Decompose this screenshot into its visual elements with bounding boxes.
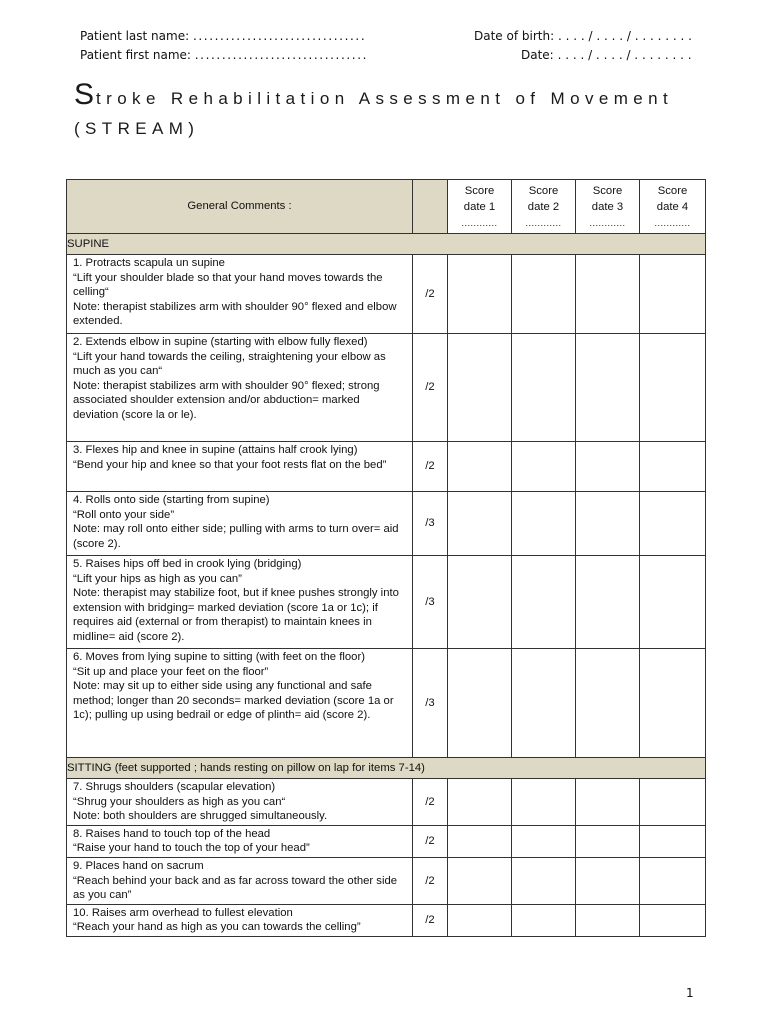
item-max-score: /2 xyxy=(413,904,448,936)
score-cell-date-1[interactable] xyxy=(448,904,512,936)
date-dots[interactable]: ............ xyxy=(461,217,498,228)
score-cell-date-3[interactable] xyxy=(576,442,640,492)
date-dots[interactable]: ............ xyxy=(525,217,562,228)
score-cell-date-4[interactable] xyxy=(640,334,706,442)
item-description: 9. Places hand on sacrum “Reach behind your back and as far across toward the other side as you can” xyxy=(67,857,413,904)
item-description: 5. Raises hips off bed in crook lying (bridging) “Lift your hips as high as you can” Note: therapist may stabilize foot, but if knee pushes strongly into extension with bridging= marked deviation (score 1a or 1c); if requires aid (external or from therapist) to maintain knees in midline= aid (score 2). xyxy=(67,556,413,649)
item-row xyxy=(67,857,706,904)
score-cell-date-1[interactable] xyxy=(448,779,512,826)
item-max-score: /2 xyxy=(413,779,448,826)
item-description: 2. Extends elbow in supine (starting with elbow fully flexed) “Lift your hand towards the ceiling, straightening your elbow as much as you can“ Note: therapist stabilizes arm with shoulder 90° flexed; strong associated shoulder extension and/or abduction= marked deviation (score la or le). xyxy=(67,334,413,442)
score-cell-date-3[interactable] xyxy=(576,825,640,857)
score-cell-date-2[interactable] xyxy=(512,649,576,758)
item-max-score: /2 xyxy=(413,255,448,334)
item-description: 10. Raises arm overhead to fullest elevation “Reach your hand as high as you can towards the celling” xyxy=(67,904,413,936)
score-cell-date-2[interactable] xyxy=(512,442,576,492)
item-max-score: /3 xyxy=(413,649,448,758)
score-cell-date-4[interactable] xyxy=(640,649,706,758)
score-cell-date-2[interactable] xyxy=(512,904,576,936)
score-date-3-header xyxy=(576,180,640,234)
item-max-score: /2 xyxy=(413,442,448,492)
date-label: date 1 xyxy=(463,200,496,213)
item-row xyxy=(67,442,706,492)
score-date-1-header xyxy=(448,180,512,234)
score-cell-date-2[interactable] xyxy=(512,334,576,442)
item-row xyxy=(67,649,706,758)
general-comments-header: General Comments : xyxy=(67,180,413,234)
score-cell-date-2[interactable] xyxy=(512,492,576,556)
date-of-birth-dots: . . . . / . . . . / . . . . . . . . xyxy=(557,29,692,43)
item-max-score: /3 xyxy=(413,556,448,649)
date-label: date 2 xyxy=(527,200,560,213)
table-header-row xyxy=(67,180,706,234)
score-cell-date-4[interactable] xyxy=(640,857,706,904)
score-cell-date-3[interactable] xyxy=(576,556,640,649)
score-cell-date-4[interactable] xyxy=(640,442,706,492)
date-label: date 3 xyxy=(591,200,624,213)
item-row xyxy=(67,904,706,936)
score-cell-date-4[interactable] xyxy=(640,904,706,936)
score-label: Score xyxy=(657,184,688,197)
max-score-header xyxy=(413,180,448,234)
score-date-4-header xyxy=(640,180,706,234)
item-description: 4. Rolls onto side (starting from supine) “Roll onto your side” Note: may roll onto either side; pulling with arms to turn over= aid (score 2). xyxy=(67,492,413,556)
score-cell-date-4[interactable] xyxy=(640,492,706,556)
score-cell-date-1[interactable] xyxy=(448,334,512,442)
item-row xyxy=(67,334,706,442)
item-max-score: /2 xyxy=(413,825,448,857)
date-of-birth-label: Date of birth: xyxy=(474,29,555,43)
score-cell-date-1[interactable] xyxy=(448,649,512,758)
score-cell-date-3[interactable] xyxy=(576,649,640,758)
item-max-score: /2 xyxy=(413,334,448,442)
score-cell-date-1[interactable] xyxy=(448,556,512,649)
section-header-row xyxy=(67,234,706,255)
patient-last-name-field[interactable] xyxy=(80,29,366,44)
section-title: SUPINE xyxy=(67,234,706,255)
title-first-letter: S xyxy=(74,78,97,111)
date-dots: . . . . / . . . . / . . . . . . . . xyxy=(557,48,692,62)
date-of-birth-field[interactable] xyxy=(474,29,692,44)
patient-first-name-field[interactable] xyxy=(80,48,368,63)
date-dots[interactable]: ............ xyxy=(589,217,626,228)
score-label: Score xyxy=(528,184,559,197)
score-cell-date-3[interactable] xyxy=(576,857,640,904)
item-description: 3. Flexes hip and knee in supine (attains half crook lying) “Bend your hip and knee so that your foot rests flat on the bed” xyxy=(67,442,413,492)
document-title xyxy=(74,80,714,144)
item-row xyxy=(67,255,706,334)
score-cell-date-1[interactable] xyxy=(448,255,512,334)
score-cell-date-3[interactable] xyxy=(576,492,640,556)
assessment-table xyxy=(66,179,706,937)
item-max-score: /2 xyxy=(413,857,448,904)
score-cell-date-4[interactable] xyxy=(640,825,706,857)
item-description: 6. Moves from lying supine to sitting (with feet on the floor) “Sit up and place your feet on the floor” Note: may sit up to either side using any functional and safe method; longer than 20 seconds= marked deviation (score 1a or 1c); pulling up using bedrail or edge of plinth= aid (score 2). xyxy=(67,649,413,758)
score-cell-date-3[interactable] xyxy=(576,334,640,442)
title-line2: (STREAM) xyxy=(74,119,200,138)
score-cell-date-2[interactable] xyxy=(512,779,576,826)
score-cell-date-2[interactable] xyxy=(512,556,576,649)
page-number: 1 xyxy=(686,986,694,1000)
item-description: 8. Raises hand to touch top of the head “Raise your hand to touch the top of your head” xyxy=(67,825,413,857)
item-row xyxy=(67,556,706,649)
item-max-score: /3 xyxy=(413,492,448,556)
patient-last-name-label: Patient last name: xyxy=(80,29,190,43)
score-cell-date-3[interactable] xyxy=(576,779,640,826)
score-cell-date-3[interactable] xyxy=(576,255,640,334)
score-cell-date-1[interactable] xyxy=(448,857,512,904)
patient-first-name-dots: ................................ xyxy=(194,48,369,62)
date-field[interactable] xyxy=(521,48,692,63)
item-row xyxy=(67,825,706,857)
score-label: Score xyxy=(592,184,623,197)
date-label: date 4 xyxy=(656,200,689,213)
item-row xyxy=(67,492,706,556)
score-label: Score xyxy=(464,184,495,197)
section-header-row xyxy=(67,758,706,779)
score-cell-date-2[interactable] xyxy=(512,255,576,334)
score-cell-date-1[interactable] xyxy=(448,442,512,492)
item-row xyxy=(67,779,706,826)
score-date-2-header xyxy=(512,180,576,234)
score-cell-date-4[interactable] xyxy=(640,255,706,334)
date-dots[interactable]: ............ xyxy=(654,217,691,228)
score-cell-date-1[interactable] xyxy=(448,825,512,857)
score-cell-date-4[interactable] xyxy=(640,779,706,826)
item-description: 7. Shrugs shoulders (scapular elevation) “Shrug your shoulders as high as you can“ Note: both shoulders are shrugged simultaneously. xyxy=(67,779,413,826)
patient-first-name-label: Patient first name: xyxy=(80,48,191,62)
score-cell-date-2[interactable] xyxy=(512,825,576,857)
title-line1: troke Rehabilitation Assessment of Movement xyxy=(96,89,674,108)
score-cell-date-4[interactable] xyxy=(640,556,706,649)
section-title: SITTING (feet supported ; hands resting on pillow on lap for items 7-14) xyxy=(67,758,706,779)
patient-last-name-dots: ................................ xyxy=(192,29,367,43)
score-cell-date-2[interactable] xyxy=(512,857,576,904)
score-cell-date-1[interactable] xyxy=(448,492,512,556)
score-cell-date-3[interactable] xyxy=(576,904,640,936)
date-label: Date: xyxy=(521,48,554,62)
item-description: 1. Protracts scapula un supine “Lift your shoulder blade so that your hand moves towards the celling“ Note: therapist stabilizes arm with shoulder 90° flexed and elbow extended. xyxy=(67,255,413,334)
